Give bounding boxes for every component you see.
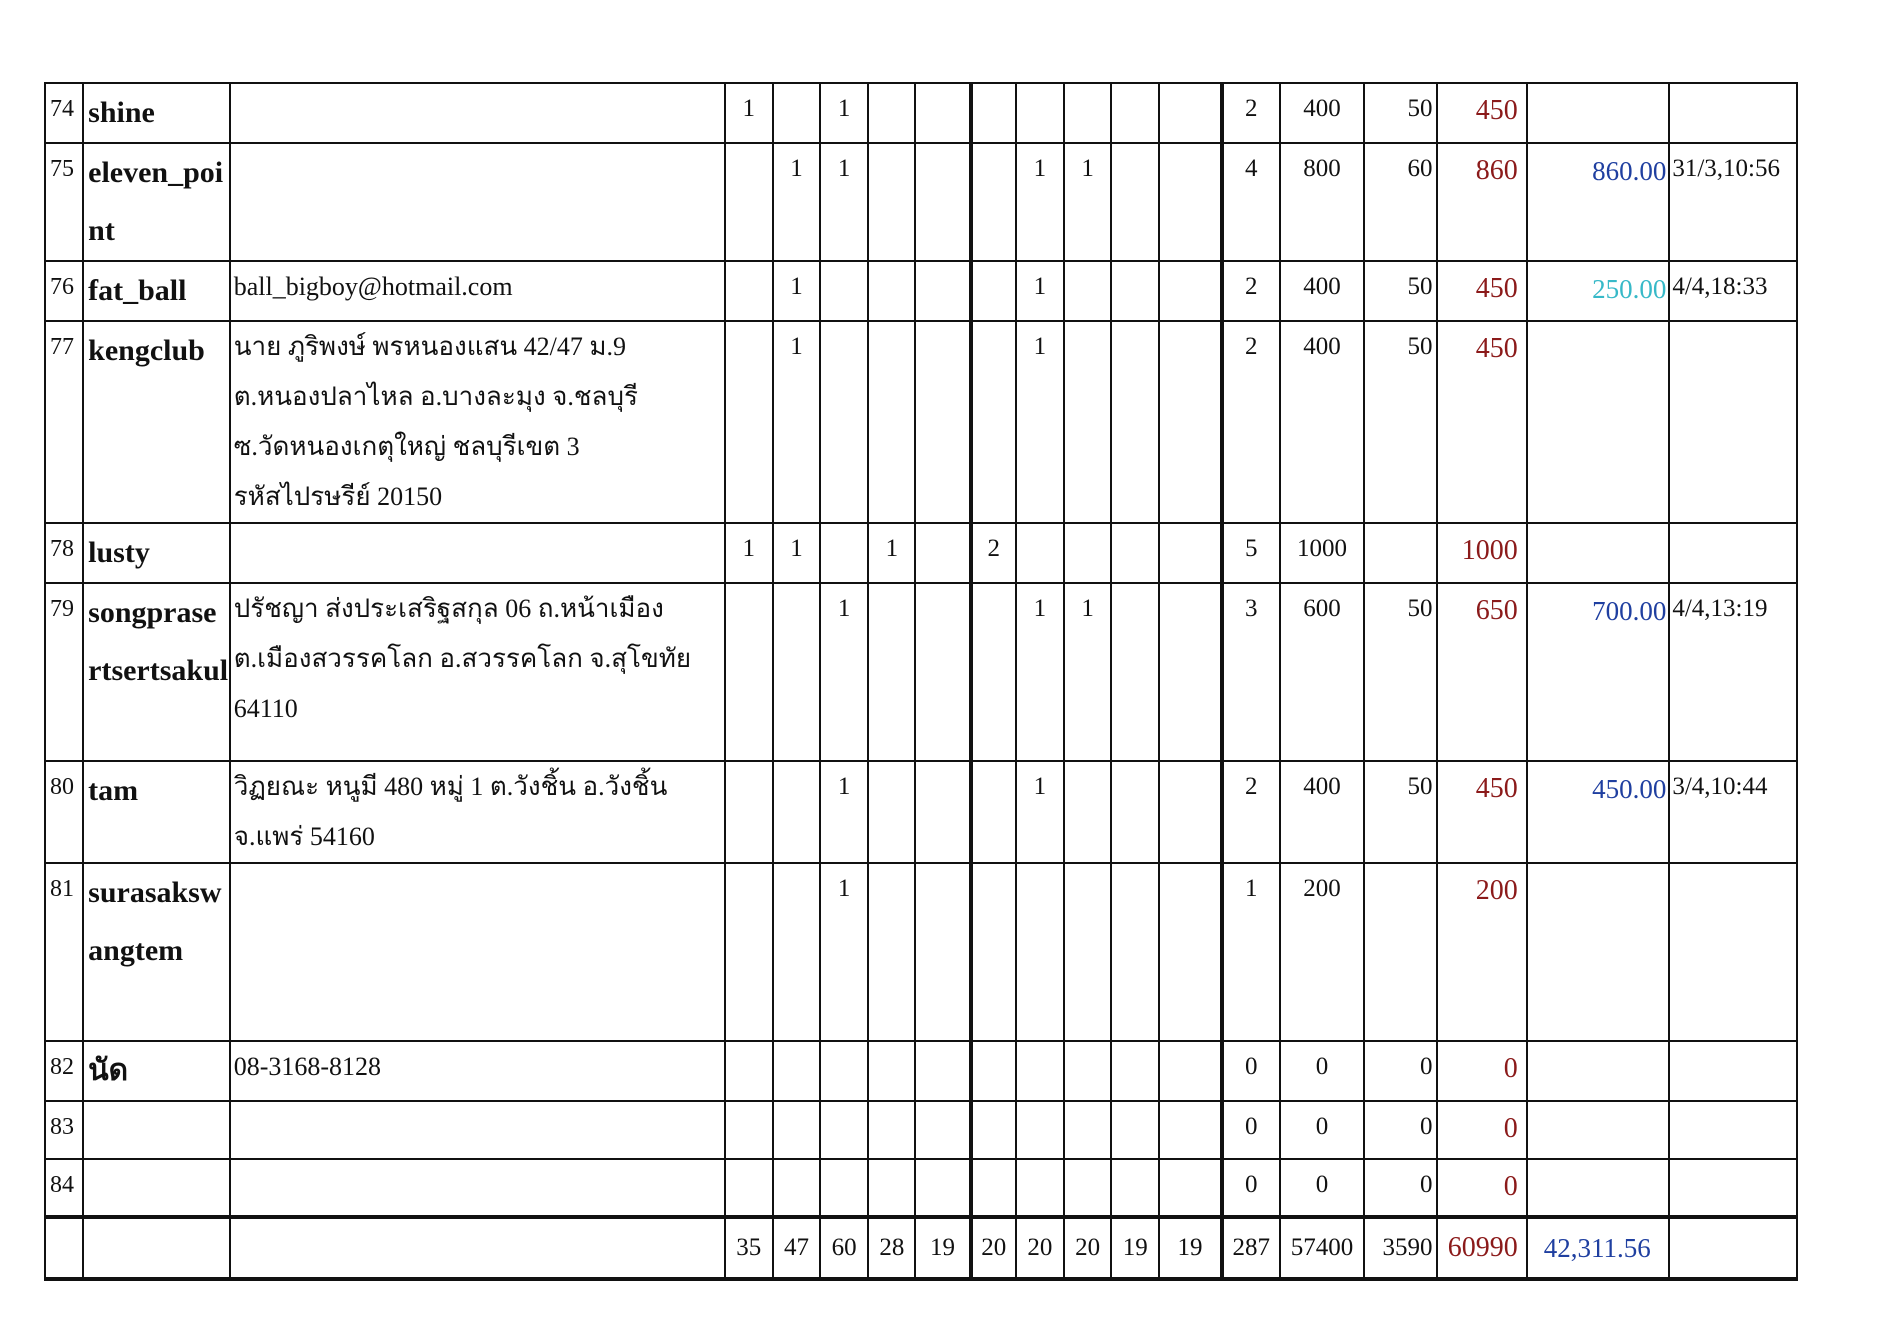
table-row: [45, 583, 1797, 761]
amount: 1000: [1280, 523, 1364, 583]
item-count: 3: [1222, 583, 1280, 761]
customer-address: [230, 83, 725, 143]
quantity-cell: [773, 761, 820, 863]
shipping: 50: [1364, 321, 1437, 523]
quantity-cell: [971, 761, 1016, 863]
shipping-total: 3590: [1364, 1217, 1437, 1279]
quantity-cell: [820, 523, 868, 583]
quantity-cell: [1111, 583, 1159, 761]
quantity-cell: [1064, 1041, 1111, 1101]
quantity-cell: [1016, 1101, 1064, 1159]
quantity-total: 35: [725, 1217, 773, 1279]
customer-name: [83, 1101, 230, 1159]
quantity-cell: [1064, 863, 1111, 1041]
quantity-total: 60: [820, 1217, 868, 1279]
paid-amount: [1527, 523, 1670, 583]
paid-amount: 700.00: [1527, 583, 1670, 761]
quantity-cell: [1016, 863, 1064, 1041]
quantity-cell: [915, 523, 970, 583]
paid-amount: 250.00: [1527, 261, 1670, 321]
quantity-cell: [971, 583, 1016, 761]
quantity-total: 20: [1064, 1217, 1111, 1279]
quantity-cell: [1111, 321, 1159, 523]
blank-cell: [1669, 1217, 1797, 1279]
quantity-cell: [820, 1101, 868, 1159]
paid-amount: [1527, 863, 1670, 1041]
quantity-cell: 1: [1064, 143, 1111, 261]
quantity-cell: [868, 761, 915, 863]
quantity-cell: [1111, 863, 1159, 1041]
quantity-cell: [1016, 83, 1064, 143]
quantity-cell: [1111, 1041, 1159, 1101]
quantity-cell: [915, 261, 970, 321]
shipping: 50: [1364, 761, 1437, 863]
quantity-cell: [868, 321, 915, 523]
customer-address: 08-3168-8128: [230, 1041, 725, 1101]
payment-time: [1669, 1041, 1797, 1101]
customer-address: [230, 523, 725, 583]
amount: 400: [1280, 261, 1364, 321]
quantity-cell: [971, 83, 1016, 143]
item-count: 0: [1222, 1041, 1280, 1101]
quantity-cell: [725, 261, 773, 321]
quantity-cell: 1: [773, 523, 820, 583]
quantity-cell: [971, 1101, 1016, 1159]
customer-name: songprasertsertsakul: [83, 583, 230, 761]
quantity-cell: [915, 1041, 970, 1101]
quantity-cell: [773, 583, 820, 761]
quantity-cell: [868, 1041, 915, 1101]
row-number: 77: [45, 321, 83, 523]
row-number: 74: [45, 83, 83, 143]
quantity-cell: [1016, 1041, 1064, 1101]
item-count: 1: [1222, 863, 1280, 1041]
quantity-cell: [725, 583, 773, 761]
customer-address: [230, 1101, 725, 1159]
customer-name: surasakswangtem: [83, 863, 230, 1041]
quantity-cell: 1: [1016, 583, 1064, 761]
amount-total: 57400: [1280, 1217, 1364, 1279]
quantity-cell: [773, 1101, 820, 1159]
quantity-cell: [725, 761, 773, 863]
item-count: 2: [1222, 321, 1280, 523]
row-total: 200: [1437, 863, 1526, 1041]
quantity-total: 47: [773, 1217, 820, 1279]
grand-total: 60990: [1437, 1217, 1526, 1279]
row-total: 0: [1437, 1159, 1526, 1217]
quantity-cell: [1064, 761, 1111, 863]
totals-row: [45, 1217, 1797, 1279]
quantity-cell: [725, 1159, 773, 1217]
quantity-cell: [1159, 321, 1221, 523]
quantity-cell: [915, 583, 970, 761]
quantity-cell: 1: [725, 523, 773, 583]
quantity-cell: [971, 321, 1016, 523]
quantity-cell: [773, 83, 820, 143]
payment-time: [1669, 83, 1797, 143]
quantity-cell: 1: [1064, 583, 1111, 761]
quantity-cell: [868, 261, 915, 321]
quantity-cell: [1111, 523, 1159, 583]
amount: 400: [1280, 761, 1364, 863]
table-row: [45, 1101, 1797, 1159]
quantity-cell: [725, 1041, 773, 1101]
row-total: 450: [1437, 83, 1526, 143]
quantity-cell: 1: [820, 143, 868, 261]
quantity-cell: [1159, 83, 1221, 143]
amount: 400: [1280, 321, 1364, 523]
table-row: [45, 863, 1797, 1041]
row-total: 0: [1437, 1101, 1526, 1159]
payment-time: [1669, 523, 1797, 583]
quantity-cell: 1: [1016, 321, 1064, 523]
quantity-cell: [915, 1159, 970, 1217]
quantity-cell: [868, 583, 915, 761]
quantity-cell: 1: [1016, 761, 1064, 863]
count-total: 287: [1222, 1217, 1280, 1279]
quantity-cell: [915, 143, 970, 261]
quantity-total: 19: [1159, 1217, 1221, 1279]
customer-name: eleven_point: [83, 143, 230, 261]
quantity-cell: 1: [773, 321, 820, 523]
row-number: 83: [45, 1101, 83, 1159]
paid-amount: [1527, 321, 1670, 523]
quantity-cell: [971, 1159, 1016, 1217]
quantity-cell: [1064, 321, 1111, 523]
blank-cell: [45, 1217, 83, 1279]
quantity-cell: [773, 1159, 820, 1217]
customer-name: shine: [83, 83, 230, 143]
shipping: [1364, 523, 1437, 583]
quantity-cell: [1159, 523, 1221, 583]
item-count: 4: [1222, 143, 1280, 261]
quantity-total: 20: [971, 1217, 1016, 1279]
payment-time: [1669, 321, 1797, 523]
quantity-total: 19: [1111, 1217, 1159, 1279]
shipping: [1364, 863, 1437, 1041]
quantity-cell: [725, 1101, 773, 1159]
quantity-cell: [1159, 1101, 1221, 1159]
quantity-cell: 1: [773, 261, 820, 321]
row-total: 450: [1437, 321, 1526, 523]
row-number: 75: [45, 143, 83, 261]
quantity-cell: [1159, 761, 1221, 863]
quantity-cell: [773, 863, 820, 1041]
row-number: 76: [45, 261, 83, 321]
amount: 0: [1280, 1101, 1364, 1159]
quantity-cell: [725, 863, 773, 1041]
row-number: 82: [45, 1041, 83, 1101]
quantity-cell: [820, 321, 868, 523]
customer-address: [230, 143, 725, 261]
shipping: 50: [1364, 583, 1437, 761]
row-total: 860: [1437, 143, 1526, 261]
payment-time: [1669, 1101, 1797, 1159]
quantity-cell: [971, 143, 1016, 261]
quantity-cell: [1111, 761, 1159, 863]
row-total: 650: [1437, 583, 1526, 761]
quantity-cell: [773, 1041, 820, 1101]
quantity-cell: [868, 83, 915, 143]
customer-name: [83, 1159, 230, 1217]
amount: 800: [1280, 143, 1364, 261]
quantity-cell: [868, 143, 915, 261]
table-row: [45, 321, 1797, 523]
amount: 600: [1280, 583, 1364, 761]
quantity-cell: 1: [1016, 143, 1064, 261]
quantity-cell: [1111, 83, 1159, 143]
table-body: [45, 83, 1797, 1279]
table-row: [45, 83, 1797, 143]
order-table: [44, 82, 1798, 1281]
blank-cell: [83, 1217, 230, 1279]
quantity-cell: [1064, 83, 1111, 143]
quantity-cell: [820, 261, 868, 321]
quantity-cell: [915, 321, 970, 523]
customer-address: วิฏยณะ หนูมี 480 หมู่ 1 ต.วังชิ้น อ.วังชิ้น จ.แพร่ 54160: [230, 761, 725, 863]
paid-total: 42,311.56: [1527, 1217, 1670, 1279]
payment-time: [1669, 1159, 1797, 1217]
quantity-cell: [971, 1041, 1016, 1101]
row-total: 1000: [1437, 523, 1526, 583]
payment-time: 4/4,18:33: [1669, 261, 1797, 321]
paid-amount: 450.00: [1527, 761, 1670, 863]
quantity-cell: 1: [820, 863, 868, 1041]
shipping: 50: [1364, 83, 1437, 143]
customer-name: kengclub: [83, 321, 230, 523]
customer-address: ball_bigboy@hotmail.com: [230, 261, 725, 321]
quantity-cell: 2: [971, 523, 1016, 583]
quantity-cell: [868, 1159, 915, 1217]
row-total: 0: [1437, 1041, 1526, 1101]
customer-address: [230, 863, 725, 1041]
amount: 200: [1280, 863, 1364, 1041]
paid-amount: [1527, 1101, 1670, 1159]
quantity-cell: [725, 321, 773, 523]
item-count: 0: [1222, 1159, 1280, 1217]
shipping: 0: [1364, 1101, 1437, 1159]
quantity-cell: [915, 761, 970, 863]
quantity-cell: [915, 1101, 970, 1159]
row-total: 450: [1437, 261, 1526, 321]
customer-name: lusty: [83, 523, 230, 583]
quantity-total: 28: [868, 1217, 915, 1279]
quantity-cell: 1: [820, 83, 868, 143]
row-number: 81: [45, 863, 83, 1041]
quantity-cell: [1064, 1159, 1111, 1217]
table-row: [45, 1041, 1797, 1101]
quantity-cell: [1159, 583, 1221, 761]
table-row: [45, 761, 1797, 863]
quantity-cell: [1016, 1159, 1064, 1217]
table-row: [45, 1159, 1797, 1217]
paid-amount: [1527, 83, 1670, 143]
item-count: 2: [1222, 83, 1280, 143]
amount: 0: [1280, 1041, 1364, 1101]
row-total: 450: [1437, 761, 1526, 863]
quantity-cell: [1111, 143, 1159, 261]
quantity-cell: [868, 863, 915, 1041]
customer-address: [230, 1159, 725, 1217]
quantity-cell: [820, 1159, 868, 1217]
quantity-cell: [1159, 1159, 1221, 1217]
table-row: [45, 261, 1797, 321]
quantity-cell: [971, 863, 1016, 1041]
payment-time: 4/4,13:19: [1669, 583, 1797, 761]
quantity-total: 20: [1016, 1217, 1064, 1279]
quantity-cell: [971, 261, 1016, 321]
quantity-cell: [1016, 523, 1064, 583]
quantity-cell: [1159, 1041, 1221, 1101]
item-count: 5: [1222, 523, 1280, 583]
quantity-cell: [1159, 143, 1221, 261]
row-number: 84: [45, 1159, 83, 1217]
quantity-cell: [1064, 1101, 1111, 1159]
customer-name: tam: [83, 761, 230, 863]
quantity-cell: 1: [773, 143, 820, 261]
quantity-cell: [725, 143, 773, 261]
row-number: 80: [45, 761, 83, 863]
row-number: 78: [45, 523, 83, 583]
quantity-cell: [1111, 261, 1159, 321]
quantity-cell: [915, 863, 970, 1041]
row-number: 79: [45, 583, 83, 761]
quantity-cell: [868, 1101, 915, 1159]
quantity-cell: [820, 1041, 868, 1101]
quantity-cell: [1064, 523, 1111, 583]
customer-name: fat_ball: [83, 261, 230, 321]
payment-time: [1669, 863, 1797, 1041]
amount: 0: [1280, 1159, 1364, 1217]
quantity-total: 19: [915, 1217, 970, 1279]
shipping: 0: [1364, 1159, 1437, 1217]
paid-amount: [1527, 1041, 1670, 1101]
quantity-cell: [1159, 261, 1221, 321]
quantity-cell: 1: [868, 523, 915, 583]
quantity-cell: 1: [820, 761, 868, 863]
quantity-cell: 1: [820, 583, 868, 761]
customer-address: ปรัชญา ส่งประเสริฐสกุล 06 ถ.หน้าเมือง ต.เมืองสวรรคโลก อ.สวรรคโลก จ.สุโขทัย 64110: [230, 583, 725, 761]
payment-time: 3/4,10:44: [1669, 761, 1797, 863]
quantity-cell: [1159, 863, 1221, 1041]
paid-amount: [1527, 1159, 1670, 1217]
quantity-cell: 1: [1016, 261, 1064, 321]
table-row: [45, 523, 1797, 583]
item-count: 2: [1222, 261, 1280, 321]
shipping: 50: [1364, 261, 1437, 321]
payment-time: 31/3,10:56: [1669, 143, 1797, 261]
amount: 400: [1280, 83, 1364, 143]
table-row: [45, 143, 1797, 261]
paid-amount: 860.00: [1527, 143, 1670, 261]
item-count: 0: [1222, 1101, 1280, 1159]
shipping: 60: [1364, 143, 1437, 261]
shipping: 0: [1364, 1041, 1437, 1101]
quantity-cell: [1064, 261, 1111, 321]
item-count: 2: [1222, 761, 1280, 863]
quantity-cell: [915, 83, 970, 143]
quantity-cell: 1: [725, 83, 773, 143]
customer-name: นัด: [83, 1041, 230, 1101]
blank-cell: [230, 1217, 725, 1279]
quantity-cell: [1111, 1159, 1159, 1217]
customer-address: นาย ภูริพงษ์ พรหนองแสน 42/47 ม.9 ต.หนองปลาไหล อ.บางละมุง จ.ชลบุรี ซ.วัดหนองเกตุใหญ่ ชลบุรีเขต 3 รหัสไปรษรีย์ 20150: [230, 321, 725, 523]
quantity-cell: [1111, 1101, 1159, 1159]
